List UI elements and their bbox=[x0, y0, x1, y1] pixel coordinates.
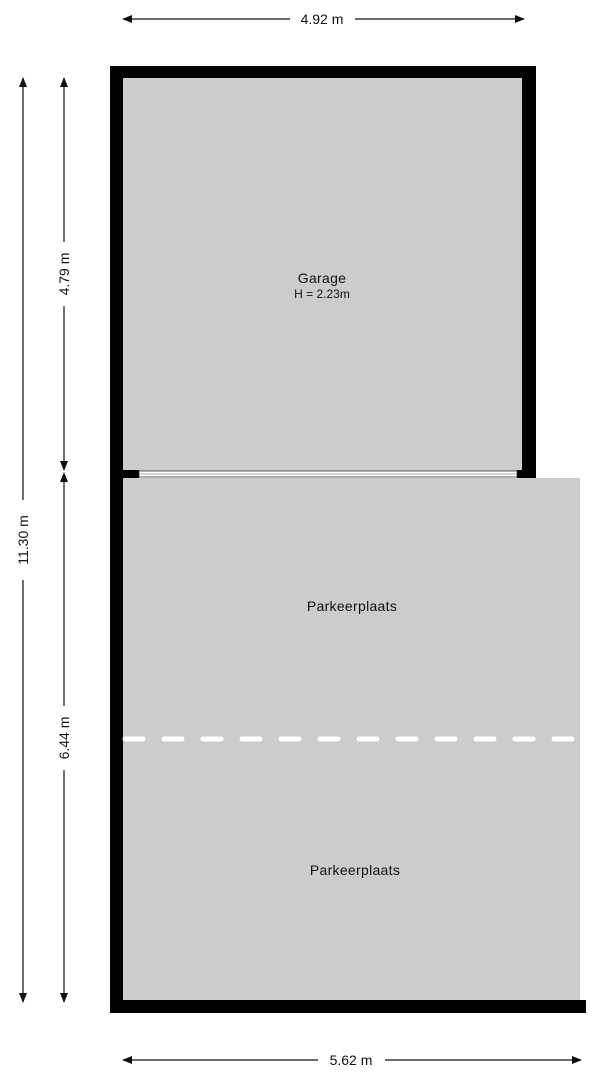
garage-height-label: H = 2.23m bbox=[294, 287, 350, 301]
parking-height-dimension bbox=[56, 473, 72, 1002]
parking-floor bbox=[117, 478, 580, 1003]
bottom-width-label: 5.62 m bbox=[329, 1052, 373, 1068]
garage-right-wall bbox=[522, 66, 536, 478]
bottom-wall bbox=[110, 1000, 586, 1013]
bottom-width-dimension bbox=[123, 1052, 581, 1068]
parking-label-1: Parkeerplaats bbox=[306, 598, 398, 614]
door-post-left bbox=[123, 470, 139, 478]
garage-door bbox=[139, 471, 517, 477]
garage-height-dim-label: 4.79 m bbox=[56, 252, 72, 296]
parking-label-2: Parkeerplaats bbox=[309, 862, 401, 878]
garage-label: Garage bbox=[297, 270, 347, 286]
garage-top-wall bbox=[110, 66, 536, 78]
top-width-label: 4.92 m bbox=[300, 11, 344, 27]
garage-height-dimension bbox=[56, 78, 72, 470]
left-wall bbox=[110, 66, 123, 1013]
door-post-right bbox=[517, 470, 525, 478]
parking-height-dim-label: 6.44 m bbox=[56, 716, 72, 760]
total-height-label: 11.30 m bbox=[15, 515, 31, 565]
total-height-dimension bbox=[15, 78, 31, 1002]
top-width-dimension bbox=[123, 11, 524, 27]
